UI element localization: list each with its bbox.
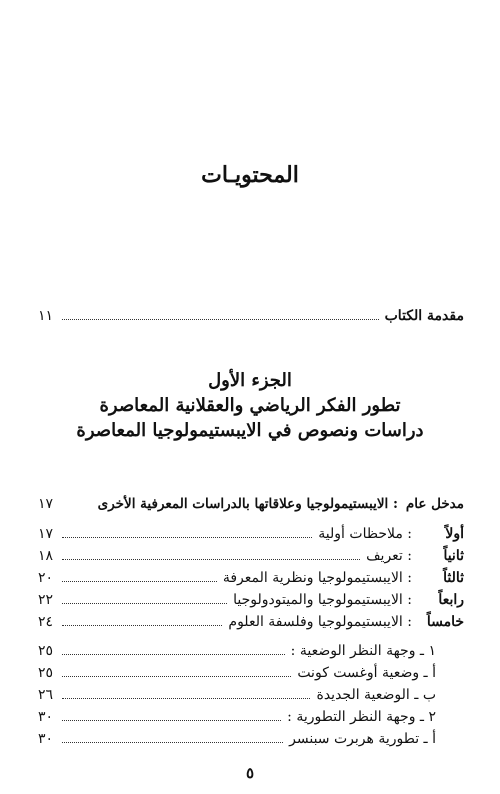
intro-label: مدخل عام xyxy=(405,496,464,512)
toc-section xyxy=(38,523,464,545)
leader-dots xyxy=(62,625,222,626)
part-subtitle-2: دراسات ونصوص في الايبستيمولوجيا المعاصرة xyxy=(76,420,424,441)
section-title: : الايبستيمولوجيا ونظرية المعرفة xyxy=(222,570,412,586)
subsection-title: ٢ ـ وجهة النظر التطورية : xyxy=(287,709,436,725)
subsection-page: ٣٠ xyxy=(38,709,54,725)
subsection-title: ١ ـ وجهة النظر الوضعية : xyxy=(290,643,436,659)
section-title: : الايبستيمولوجيا والميتودولوجيا xyxy=(233,592,412,608)
leader-dots xyxy=(62,742,283,743)
leader-dots xyxy=(62,676,291,677)
section-label: رابعاً xyxy=(438,592,464,608)
section-page: ١٧ xyxy=(38,526,54,542)
subsection-title: ب ـ الوضعية الجديدة xyxy=(316,687,436,703)
subsection-title: أ ـ وضعية أوغست كونت xyxy=(297,665,436,681)
toc-section xyxy=(38,545,464,567)
section-label: ثالثاً xyxy=(443,570,464,586)
toc-subsection xyxy=(38,728,464,750)
page-title: المحتويـات xyxy=(201,162,299,188)
toc-entry-intro xyxy=(38,496,464,512)
subsection-page: ٢٦ xyxy=(38,687,54,703)
leader-dots xyxy=(62,603,227,604)
leader-dots xyxy=(62,698,310,699)
intro-page: ١٧ xyxy=(38,496,54,512)
leader-dots xyxy=(62,720,281,721)
section-page: ٢٤ xyxy=(38,614,54,630)
section-label: ثانياً xyxy=(443,548,464,564)
part-title: الجزء الأول xyxy=(208,370,292,391)
toc-entry-preface xyxy=(38,305,464,327)
part-subtitle-1: تطور الفكر الرياضي والعقلانية المعاصرة xyxy=(99,395,401,416)
subsection-title: أ ـ تطورية هربرت سبنسر xyxy=(289,731,436,747)
section-label: خامساً xyxy=(426,614,464,630)
leader-dots xyxy=(62,559,360,560)
section-title: : الايبستيمولوجيا وفلسفة العلوم xyxy=(228,614,412,630)
leader-dots xyxy=(62,537,312,538)
section-title: : ملاحظات أولية xyxy=(318,526,412,542)
part-heading xyxy=(0,368,500,443)
subsection-page: ٢٥ xyxy=(38,665,54,681)
toc-subsection xyxy=(38,640,464,662)
subsection-page: ٣٠ xyxy=(38,731,54,747)
leader-dots xyxy=(62,319,379,320)
toc-subsection xyxy=(38,706,464,728)
preface-page: ١١ xyxy=(38,308,54,324)
toc-section xyxy=(38,567,464,589)
preface-label: مقدمة الكتاب xyxy=(384,308,464,324)
toc-subsection xyxy=(38,684,464,706)
section-page: ٢٢ xyxy=(38,592,54,608)
section-title: : تعريف xyxy=(366,548,412,564)
toc-subsection xyxy=(38,662,464,684)
leader-dots xyxy=(62,654,285,655)
subsection-page: ٢٥ xyxy=(38,643,54,659)
intro-title: : الايبستيمولوجيا وعلاقاتها بالدراسات المعرفية الأخرى xyxy=(97,496,398,512)
leader-dots xyxy=(62,581,217,582)
page-number: ٥ xyxy=(245,764,255,782)
section-label: أولاً xyxy=(445,526,464,542)
section-page: ٢٠ xyxy=(38,570,54,586)
toc-section xyxy=(38,611,464,633)
toc-section xyxy=(38,589,464,611)
section-page: ١٨ xyxy=(38,548,54,564)
